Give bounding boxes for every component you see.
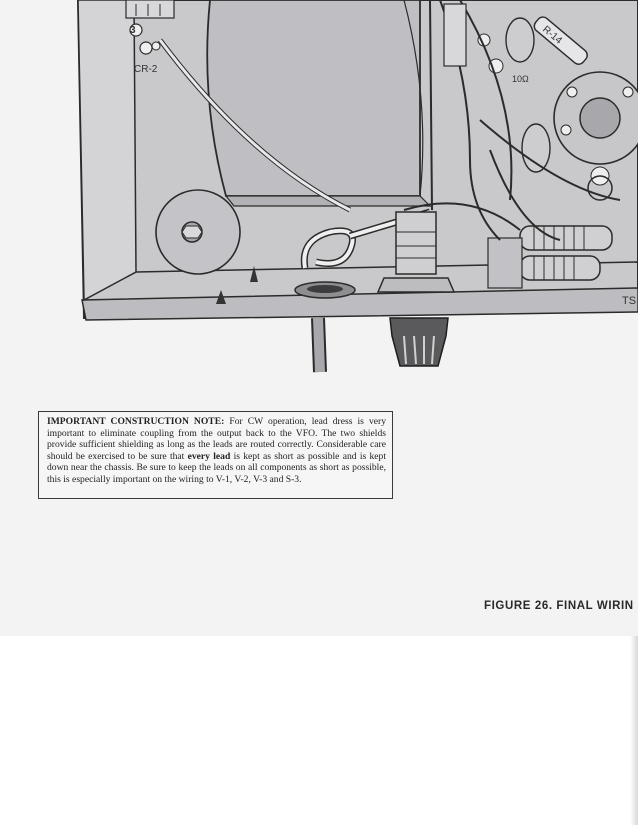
coil-lower bbox=[520, 256, 600, 280]
page-edge-shadow bbox=[630, 636, 638, 825]
resistor-value-label: 10Ω bbox=[512, 74, 529, 84]
chassis-left-wall bbox=[78, 0, 136, 300]
transformer-shield bbox=[207, 0, 420, 196]
note-text-1: For CW operation, lead dress is very important to eliminate coupling from the output back to the VFO. The two shields provide sufficient shielding as long as the leads are routed correctly. Considerable care should be exercised to be sure that bbox=[47, 416, 386, 462]
construction-note bbox=[38, 411, 393, 499]
cr2-terminal-strip bbox=[126, 0, 174, 18]
blank-lower-area bbox=[0, 636, 638, 825]
cr2-label: CR-2 bbox=[134, 64, 158, 75]
control-knob bbox=[390, 318, 448, 366]
note-heading: IMPORTANT CONSTRUCTION NOTE: bbox=[47, 416, 225, 427]
edge-label: TS bbox=[622, 295, 637, 307]
note-emphasis: every lead bbox=[187, 450, 231, 462]
note-text-2: is kept as short as possible and is kept down near the chassis. Be sure to keep the leads on all components as short as possible, this is especially important on the wiring to V-1, V-2, V-3 and S-3. bbox=[47, 450, 387, 485]
figure-caption: FIGURE 26. FINAL WIRIN bbox=[484, 600, 634, 612]
pin-3-label: 3 bbox=[130, 25, 136, 36]
wiring-illustration bbox=[0, 0, 638, 400]
r14-label: R-14 bbox=[540, 24, 564, 47]
